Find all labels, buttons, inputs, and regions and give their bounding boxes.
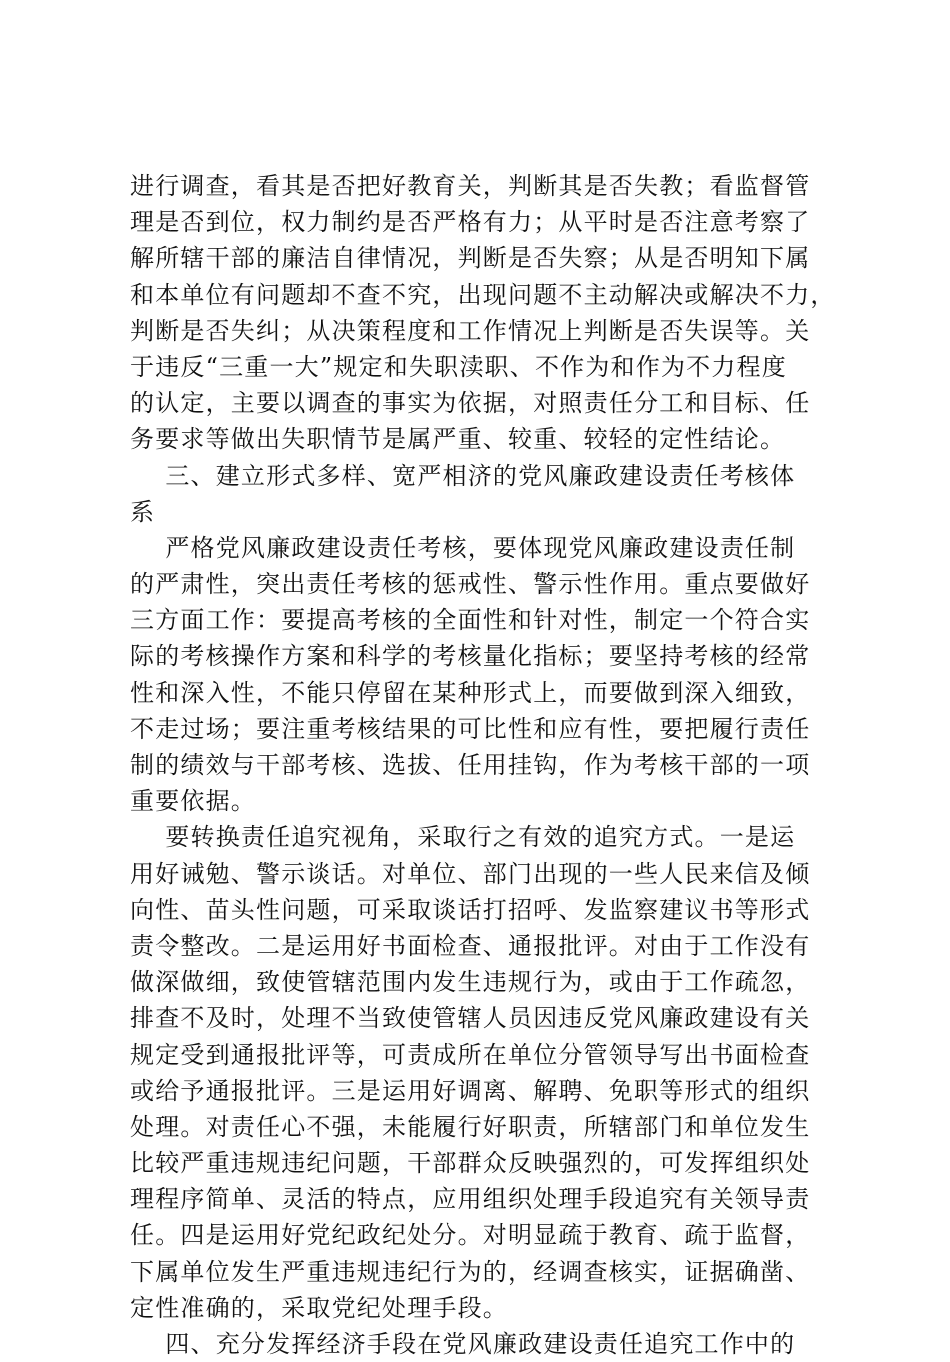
text-line: 用好诫勉、警示谈话。对单位、部门出现的一些人民来信及倾 xyxy=(130,859,811,888)
text-line: 务要求等做出失职情节是属严重、较重、较轻的定性结论。 xyxy=(130,425,786,454)
text-line: 向性、苗头性问题，可采取谈话打招呼、发监察建议书等形式 xyxy=(130,895,811,924)
text-line: 理程序简单、灵活的特点，应用组织处理手段追究有关领导责 xyxy=(130,1185,811,1214)
text-line: 解所辖干部的廉洁自律情况，判断是否失察；从是否明知下属 xyxy=(130,244,811,273)
text-line: 于违反“三重一大”规定和失职渎职、不作为和作为不力程度 xyxy=(130,352,787,381)
text-line: 做深做细，致使管辖范围内发生违规行为，或由于工作疏忽， xyxy=(130,968,811,997)
text-line: 和本单位有问题却不查不究，出现问题不主动解决或解决不力， xyxy=(130,280,836,309)
text-line: 制的绩效与干部考核、选拔、任用挂钩，作为考核干部的一项 xyxy=(130,751,811,779)
section-heading-line: 四、充分发挥经济手段在党风廉政建设责任追究工作中的 xyxy=(130,1330,796,1358)
body-text xyxy=(130,168,842,1362)
text-line: 严格党风廉政建设责任考核，要体现党风廉政建设责任制 xyxy=(130,533,796,562)
text-line: 排查不及时，处理不当致使管辖人员因违反党风廉政建设有关 xyxy=(130,1004,811,1033)
text-line: 的认定，主要以调查的事实为依据，对照责任分工和目标、任 xyxy=(130,389,811,418)
text-line: 比较严重违规违纪问题，干部群众反映强烈的，可发挥组织处 xyxy=(130,1149,811,1178)
text-line: 判断是否失纠；从决策程度和工作情况上判断是否失误等。关 xyxy=(130,316,811,345)
section-heading-line: 三、建立形式多样、宽严相济的党风廉政建设责任考核体 xyxy=(130,461,796,490)
text-line: 任。四是运用好党纪政纪处分。对明显疏于教育、疏于监督， xyxy=(130,1221,811,1250)
text-line: 不走过场；要注重考核结果的可比性和应有性，要把履行责任 xyxy=(130,714,811,743)
text-line: 处理。对责任心不强，未能履行好职责，所辖部门和单位发生 xyxy=(130,1112,811,1141)
text-line: 规定受到通报批评等，可责成所在单位分管领导写出书面检查 xyxy=(130,1040,811,1069)
text-line: 的严肃性，突出责任考核的惩戒性、警示性作用。重点要做好 xyxy=(130,570,811,599)
section-heading-line: 系 xyxy=(130,497,156,526)
text-line: 或给予通报批评。三是运用好调离、解聘、免职等形式的组织 xyxy=(130,1076,811,1105)
text-line: 重要依据。 xyxy=(130,787,256,816)
text-line: 责令整改。二是运用好书面检查、通报批评。对由于工作没有 xyxy=(130,931,811,960)
text-line: 际的考核操作方案和科学的考核量化指标；要坚持考核的经常 xyxy=(130,642,811,671)
text-line: 三方面工作：要提高考核的全面性和针对性，制定一个符合实 xyxy=(130,606,811,635)
text-line: 定性准确的，采取党纪处理手段。 xyxy=(130,1293,508,1322)
text-line: 要转换责任追究视角，采取行之有效的追究方式。一是运 xyxy=(130,823,796,852)
text-line: 下属单位发生严重违规违纪行为的，经调查核实，证据确凿、 xyxy=(130,1257,811,1286)
text-line: 性和深入性，不能只停留在某种形式上，而要做到深入细致， xyxy=(130,678,811,707)
text-line: 进行调查，看其是否把好教育关，判断其是否失教；看监督管 xyxy=(130,172,811,200)
text-line: 理是否到位，权力制约是否严格有力；从平时是否注意考察了 xyxy=(130,208,811,237)
